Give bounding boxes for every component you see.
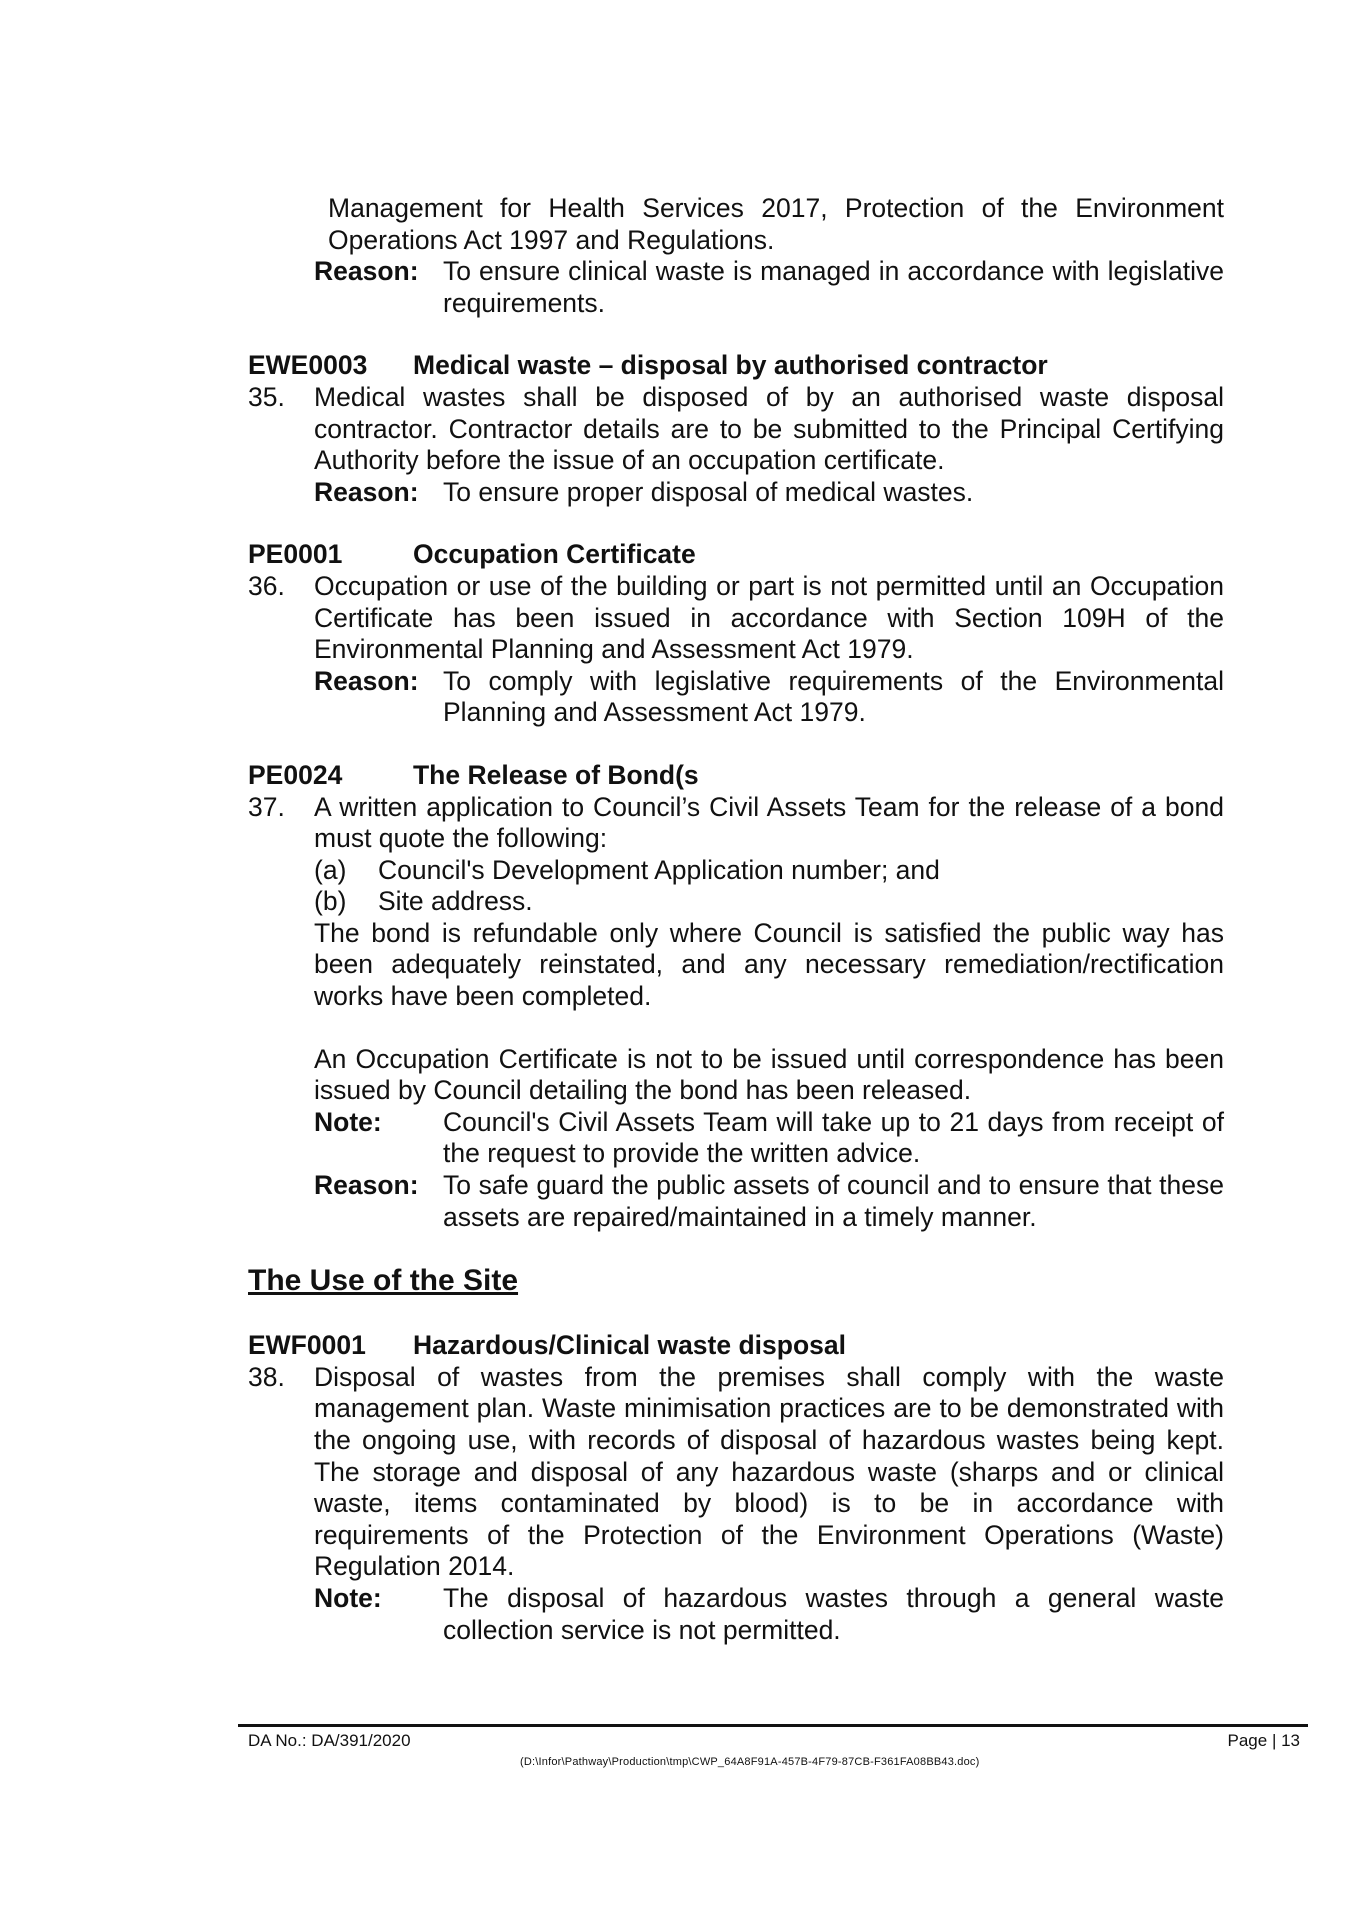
condition-note [314, 1583, 1224, 1646]
condition-reason [314, 477, 1224, 509]
condition-text: Disposal of wastes from the premises shall comply with the waste management plan. Waste minimisation practices are to be demonstrated with the ongoing use, with records of disposal of hazardous wastes being kept. The storage and disposal of any hazardous waste (sharps and or clinical waste, items contaminated by blood) is to be in accordance with requirements of the Protection of the Environment Operations (Waste) Regulation 2014. [314, 1361, 1224, 1582]
reason-text: To ensure proper disposal of medical wastes. [443, 476, 974, 507]
condition-item [248, 792, 1224, 855]
page-number: Page | 13 [1227, 1731, 1300, 1750]
section-title: The Use of the Site [248, 1264, 519, 1298]
reason-text: To safe guard the public assets of council and to ensure that these assets are repaired/maintained in a timely manner. [443, 1170, 1224, 1232]
note-text: Council's Civil Assets Team will take up to 21 days from receipt of the request to provide the written advice. [443, 1106, 1224, 1169]
condition-item [248, 571, 1224, 666]
condition-item [248, 1362, 1224, 1583]
reason-text: To comply with legislative requirements of the Environmental Planning and Assessment Act 1979. [443, 665, 1224, 728]
note-text: The disposal of hazardous wastes through a general waste collection service is not permitted. [443, 1582, 1224, 1645]
condition-number: 36. [248, 570, 285, 601]
list-item [314, 855, 1224, 887]
condition-text: A written application to Council’s Civil Assets Team for the release of a bond must quote the following: [314, 791, 1224, 854]
condition-heading [248, 539, 1224, 571]
condition-reason [314, 666, 1224, 729]
condition-heading [248, 760, 1224, 792]
condition-item [248, 382, 1224, 477]
condition-note [314, 1107, 1224, 1170]
condition-text: Medical wastes shall be disposed of by an authorised waste disposal contractor. Contractor details are to be submitted to the Principal Certifying Authority before the issue of an occupation certificate. [314, 381, 1224, 476]
condition-code: PE0024 [248, 759, 343, 790]
occupation-paragraph: An Occupation Certificate is not to be issued until correspondence has been issued by Council detailing the bond has been released. [314, 1043, 1224, 1106]
condition-title: Occupation Certificate [413, 539, 696, 570]
condition-title: Medical waste – disposal by authorised contractor [413, 350, 1048, 381]
condition-code: EWE0003 [248, 350, 368, 381]
list-item-label: (b) [314, 886, 347, 917]
note-label: Note: [314, 1106, 382, 1137]
file-path: (D:\Infor\Pathway\Production\tmp\CWP_64A8F91A-457B-4F79-87CB-F361FA08BB43.doc) [520, 1756, 980, 1768]
list-item-label: (a) [314, 854, 347, 885]
condition-title: Hazardous/Clinical waste disposal [413, 1330, 846, 1361]
condition-number: 37. [248, 791, 285, 822]
reason-label: Reason: [314, 665, 419, 696]
list-item [314, 886, 1224, 918]
condition-reason [314, 1170, 1224, 1233]
page-content [248, 193, 1224, 1646]
intro-reason [314, 256, 1224, 319]
bond-paragraph: The bond is refundable only where Council is satisfied the public way has been adequately reinstated, and any necessary remediation/rectification works have been completed. [314, 917, 1224, 1012]
condition-number: 38. [248, 1361, 285, 1392]
footer-divider [238, 1724, 1308, 1727]
reason-text: To ensure clinical waste is managed in accordance with legislative requirements. [443, 256, 1224, 318]
condition-code: EWF0001 [248, 1330, 366, 1361]
list-item-text: Council's Development Application number; and [378, 854, 940, 885]
list-item-text: Site address. [378, 886, 533, 917]
reason-label: Reason: [314, 476, 419, 507]
reason-label: Reason: [314, 1170, 419, 1201]
condition-text: Occupation or use of the building or part is not permitted until an Occupation Certificate has been issued in accordance with Section 109H of the Environmental Planning and Assessment Act 1979. [314, 570, 1224, 665]
condition-heading [248, 1330, 1224, 1362]
condition-heading [248, 350, 1224, 382]
intro-text: Management for Health Services 2017, Protection of the Environment Operations Act 1997 and Regulations. [328, 193, 1224, 255]
reason-label: Reason: [314, 256, 419, 287]
condition-code: PE0001 [248, 539, 343, 570]
condition-number: 35. [248, 381, 285, 412]
da-number: DA No.: DA/391/2020 [248, 1731, 411, 1750]
condition-title: The Release of Bond(s [413, 759, 699, 790]
note-label: Note: [314, 1582, 382, 1613]
